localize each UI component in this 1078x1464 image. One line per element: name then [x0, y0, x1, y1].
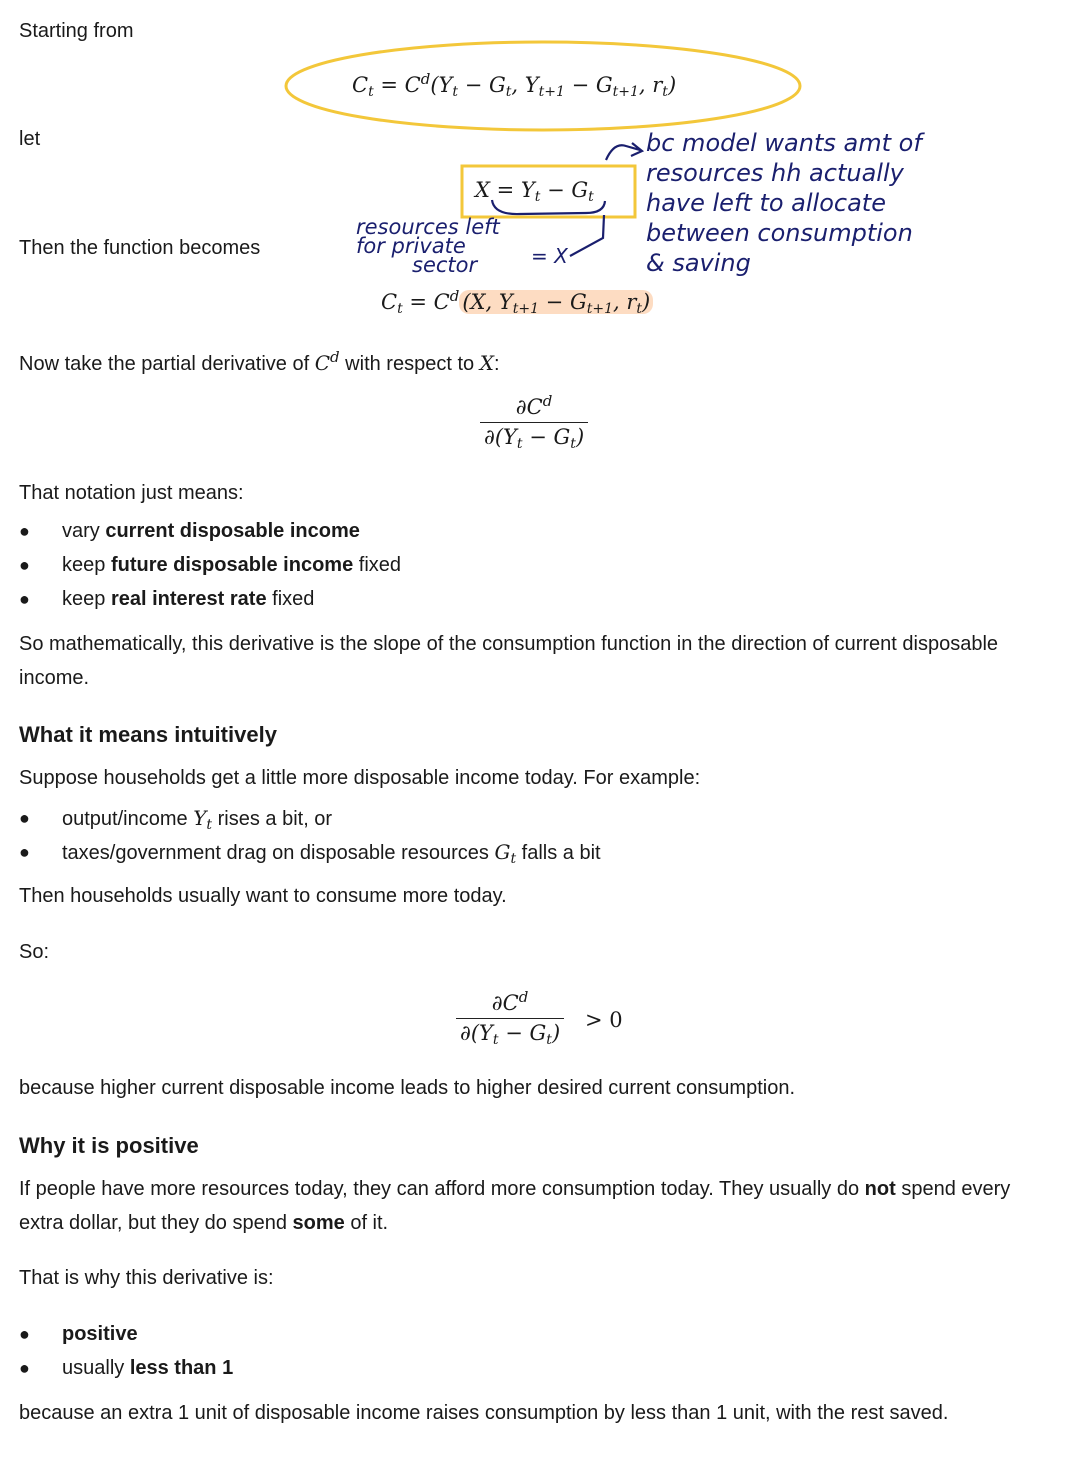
- so-mathematically-paragraph: So mathematically, this derivative is the slope of the consumption function in the direction of current disposable income.: [19, 633, 999, 689]
- starting-from-text: Starting from: [19, 20, 134, 42]
- pointer-mark: [570, 215, 604, 256]
- heading-intuitive: What it means intuitively: [19, 722, 277, 747]
- consumption-equation: $C_t = C^d(Y_t - G_t$, $Y_{t+1} - G_{t+1}$, $r_t$): [352, 70, 677, 100]
- greater-than-zero: > 0: [585, 1008, 623, 1032]
- function-becomes-text: Then the function becomes: [19, 237, 261, 259]
- because-higher-text: because higher current disposable income leads to higher desired current consumption.: [19, 1077, 796, 1099]
- yellow-ellipse: [286, 42, 800, 130]
- handwritten-equals-x: = X: [531, 244, 568, 268]
- if-people-paragraph: If people have more resources today, they can afford more consumption today. They usually do not spend every extra dollar, but they do spend some of it.: [19, 1178, 1011, 1234]
- let-text: let: [19, 128, 41, 150]
- suppose-text: Suppose households get a little more disposable income today. For example:: [19, 767, 701, 789]
- partial-derivative-text: Now take the partial derivative of $C^d$ with respect to X:: [19, 348, 500, 375]
- so-text: So:: [19, 941, 50, 963]
- handwritten-note: bc model wants amt of resources hh actually have left to allocate between consumption & saving: [646, 129, 922, 277]
- handwritten-resources-left: resources left for private sector: [356, 215, 500, 277]
- note-arrow: [606, 143, 642, 160]
- notation-text: That notation just means:: [19, 482, 244, 504]
- underbrace-mark: [492, 200, 605, 214]
- highlighted-arguments: (X, $Y_{t+1} - G_{t+1}$, $r_t$): [459, 290, 653, 314]
- that-is-why-text: That is why this derivative is:: [19, 1267, 274, 1289]
- partial-derivative-fraction: $\frac{\partial C^d}{\partial(Y_t - G_t)}$: [480, 392, 588, 452]
- then-text: Then households usually want to consume more today.: [19, 885, 507, 907]
- because-extra-paragraph: because an extra 1 unit of disposable income raises consumption by less than 1 unit, with the rest saved.: [19, 1402, 949, 1424]
- heading-positive: Why it is positive: [19, 1133, 199, 1158]
- yellow-box: [462, 166, 635, 217]
- positive-derivative-fraction: $\frac{\partial C^d}{\partial(Y_t - G_t)}$: [456, 988, 564, 1048]
- x-definition-equation: $X = Y_t - G_t$: [475, 178, 594, 205]
- consumption-function-x: $C_t = C^d$ (X, $Y_{t+1} - G_{t+1}$, $r_t$): [381, 287, 653, 317]
